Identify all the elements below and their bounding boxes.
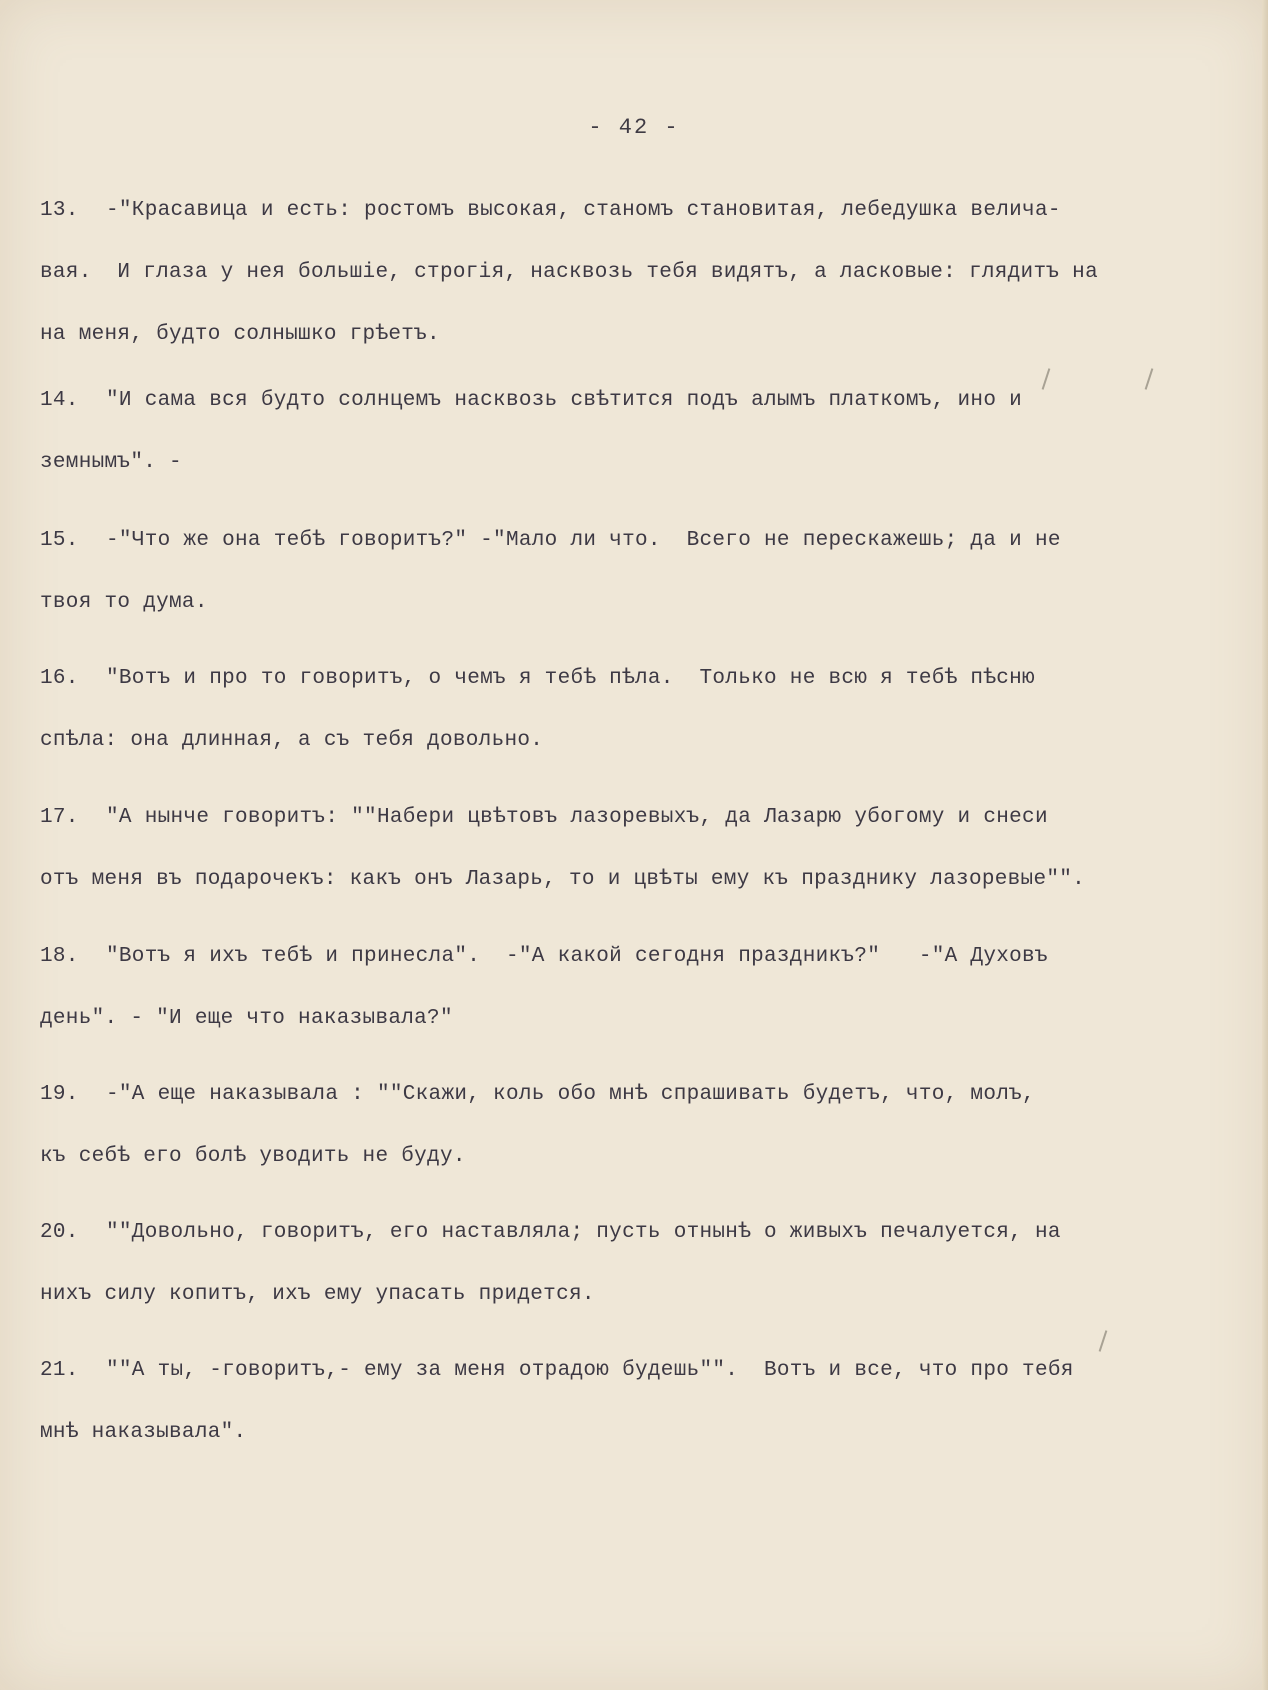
paragraph-number: 21. (40, 1359, 79, 1382)
paragraph-line: твоя то дума. (40, 591, 208, 614)
paragraph-line: нихъ силу копитъ, ихъ ему упасать придется. (40, 1283, 595, 1306)
paragraph-line (40, 1202, 1240, 1264)
paragraph-line: земнымъ". - (40, 451, 182, 474)
paragraph-line: спѣла: она длинная, а съ тебя довольно. (40, 729, 544, 752)
paragraph-line (40, 1064, 1240, 1126)
paragraph-line (40, 787, 1240, 849)
paragraph-line: на меня, будто солнышко грѣетъ. (40, 323, 440, 346)
paragraph-line (40, 510, 1240, 572)
paragraph-number: 13. (40, 199, 79, 222)
paragraph-17 (40, 787, 1240, 911)
paragraph-15 (40, 510, 1240, 634)
paragraph-14 (40, 370, 1240, 494)
paragraph-21 (40, 1340, 1240, 1464)
paragraph-line: день". - "И еще что наказывала?" (40, 1007, 453, 1030)
paragraph-text: "Вотъ я ихъ тебѣ и принесла". -"А какой сегодня праздникъ?" -"А Духовъ (106, 945, 1048, 968)
paragraph-text: -"Красавица и есть: ростомъ высокая, станомъ становитая, лебедушка велича- (106, 199, 1061, 222)
page-number: - 42 - (588, 115, 680, 140)
paragraph-19 (40, 1064, 1240, 1188)
paragraph-line (40, 926, 1240, 988)
paragraph-13 (40, 180, 1240, 366)
paragraph-20 (40, 1202, 1240, 1326)
paragraph-text: "А нынче говоритъ: ""Набери цвѣтовъ лазоревыхъ, да Лазарю убогому и снеси (106, 806, 1048, 829)
paragraph-number: 19. (40, 1083, 79, 1106)
paragraph-line: вая. И глаза у нея большiе, строгiя, насквозь тебя видятъ, а ласковые: глядитъ на (40, 261, 1098, 284)
paragraph-text: ""А ты, -говоритъ,- ему за меня отрадою будешь"". Вотъ и все, что про тебя (106, 1359, 1074, 1382)
paragraph-number: 18. (40, 945, 79, 968)
paragraph-number: 16. (40, 667, 79, 690)
paragraph-line: къ себѣ его болѣ уводить не буду. (40, 1145, 466, 1168)
paragraph-text: -"Что же она тебѣ говоритъ?" -"Мало ли что. Всего не перескажешь; да и не (106, 529, 1061, 552)
paragraph-line: мнѣ наказывала". (40, 1421, 247, 1444)
paragraph-line: отъ меня въ подарочекъ: какъ онъ Лазарь, то и цвѣты ему къ празднику лазоревые"". (40, 868, 1086, 891)
paragraph-text: "Вотъ и про то говоритъ, о чемъ я тебѣ пѣла. Только не всю я тебѣ пѣсню (106, 667, 1035, 690)
paragraph-number: 20. (40, 1221, 79, 1244)
paragraph-text: ""Довольно, говоритъ, его наставляла; пусть отнынѣ о живыхъ печалуется, на (106, 1221, 1061, 1244)
paragraph-line (40, 180, 1240, 242)
paragraph-text: -"А еще наказывала : ""Скажи, коль обо мнѣ спрашивать будетъ, что, молъ, (106, 1083, 1035, 1106)
paragraph-number: 17. (40, 806, 79, 829)
paragraph-text: "И сама вся будто солнцемъ насквозь свѣтится подъ алымъ платкомъ, ино и (106, 389, 1023, 412)
paragraph-line (40, 1340, 1240, 1402)
paragraph-line (40, 648, 1240, 710)
paragraph-16 (40, 648, 1240, 772)
paragraph-number: 14. (40, 389, 79, 412)
paragraph-line (40, 370, 1240, 432)
paragraph-18 (40, 926, 1240, 1050)
paragraph-number: 15. (40, 529, 79, 552)
